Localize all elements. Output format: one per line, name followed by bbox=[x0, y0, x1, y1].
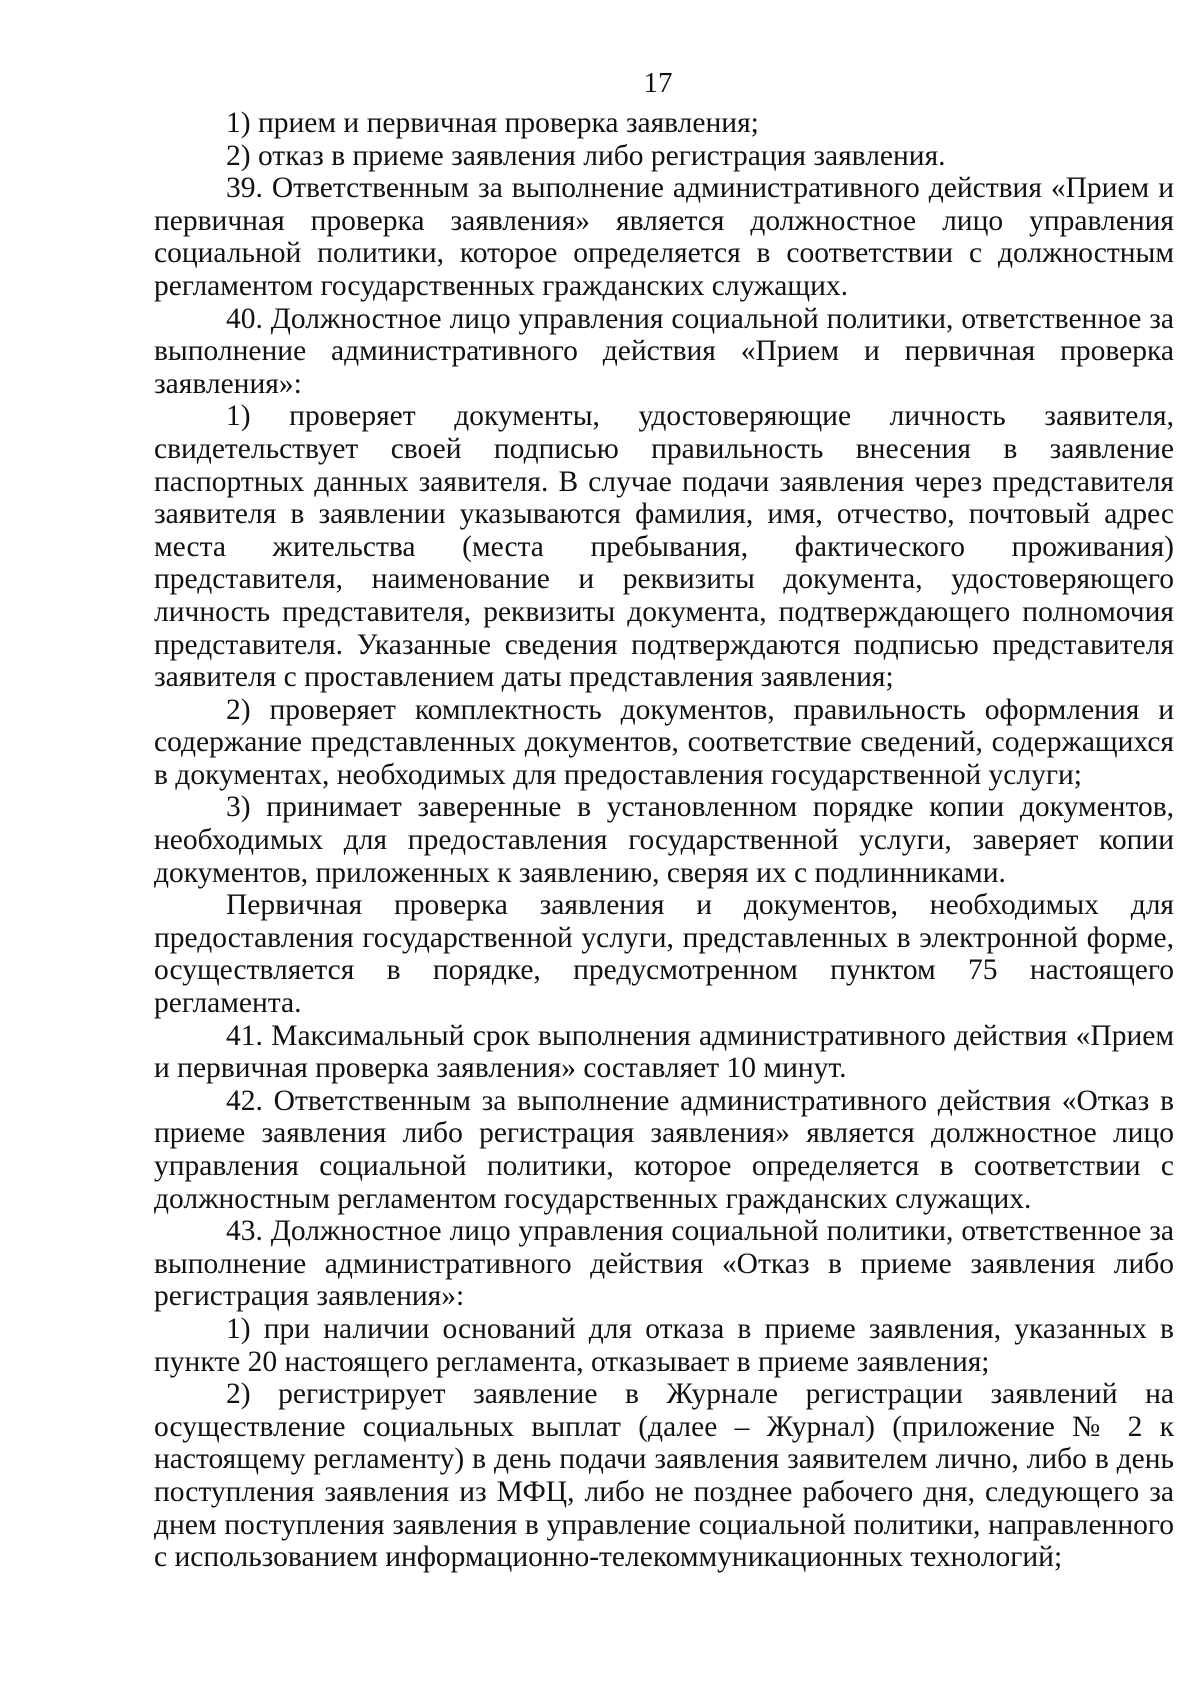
page-number: 17 bbox=[643, 67, 673, 99]
clause-40: 40. Должностное лицо управления социальной политики, ответственное за выполнение административного действия «Прием и первичная проверка заявления»: bbox=[154, 302, 1174, 400]
clause-43-item-1: 1) при наличии оснований для отказа в приеме заявления, указанных в пункте 20 настоящего регламента, отказывает в приеме заявления; bbox=[154, 1312, 1174, 1378]
clause-42: 42. Ответственным за выполнение административного действия «Отказ в приеме заявления либо регистрация заявления» является должностное лицо управления социальной политики, которое определяется в соответствии с должностным регламентом государственных гражданских служащих. bbox=[154, 1084, 1174, 1215]
clause-40-item-3: 3) принимает заверенные в установленном порядке копии документов, необходимых для предоставления государственной услуги, заверяет копии документов, приложенных к заявлению, сверяя их с подлинниками. bbox=[154, 791, 1174, 889]
document-body bbox=[154, 107, 1174, 1574]
clause-40-item-2: 2) проверяет комплектность документов, правильность оформления и содержание представленных документов, соответствие сведений, содержащихся в документах, необходимых для предоставления государственной услуги; bbox=[154, 693, 1174, 791]
clause-43: 43. Должностное лицо управления социальной политики, ответственное за выполнение административного действия «Отказ в приеме заявления либо регистрация заявления»: bbox=[154, 1215, 1174, 1313]
clause-40-item-1: 1) проверяет документы, удостоверяющие личность заявителя, свидетельствует своей подписью правильность внесения в заявление паспортных данных заявителя. В случае подачи заявления через представителя заявителя в заявлении указываются фамилия, имя, отчество, почтовый адрес места жительства (места пребывания, фактического проживания) представителя, наименование и реквизиты документа, удостоверяющего личность представителя, реквизиты документа, подтверждающего полномочия представителя. Указанные сведения подтверждаются подписью представителя заявителя с проставлением даты представления заявления; bbox=[154, 400, 1174, 694]
list-item-receipt-and-check: 1) прием и первичная проверка заявления; bbox=[226, 107, 759, 139]
clause-43-item-2: 2) регистрирует заявление в Журнале регистрации заявлений на осуществление социальных выплат (далее – Журнал) (приложение № 2 к настоящему регламенту) в день подачи заявления заявителем лично, либо в день поступления заявления из МФЦ, либо не позднее рабочего дня, следующего за днем поступления заявления в управление социальной политики, направленного с использованием информационно-телекоммуникационных технологий; bbox=[154, 1378, 1174, 1574]
list-item-refusal-or-registration: 2) отказ в приеме заявления либо регистрация заявления. bbox=[226, 139, 946, 172]
clause-39: 39. Ответственным за выполнение административного действия «Прием и первичная проверка заявления» является должностное лицо управления социальной политики, которое определяется в соответствии с должностным регламентом государственных гражданских служащих. bbox=[154, 172, 1174, 302]
clause-41: 41. Максимальный срок выполнения административного действия «Прием и первичная проверка заявления» составляет 10 минут. bbox=[154, 1019, 1174, 1085]
electronic-check-paragraph: Первичная проверка заявления и документов, необходимых для предоставления государственной услуги, представленных в электронной форме, осуществляется в порядке, предусмотренном пунктом 75 настоящего регламента. bbox=[154, 889, 1174, 1020]
